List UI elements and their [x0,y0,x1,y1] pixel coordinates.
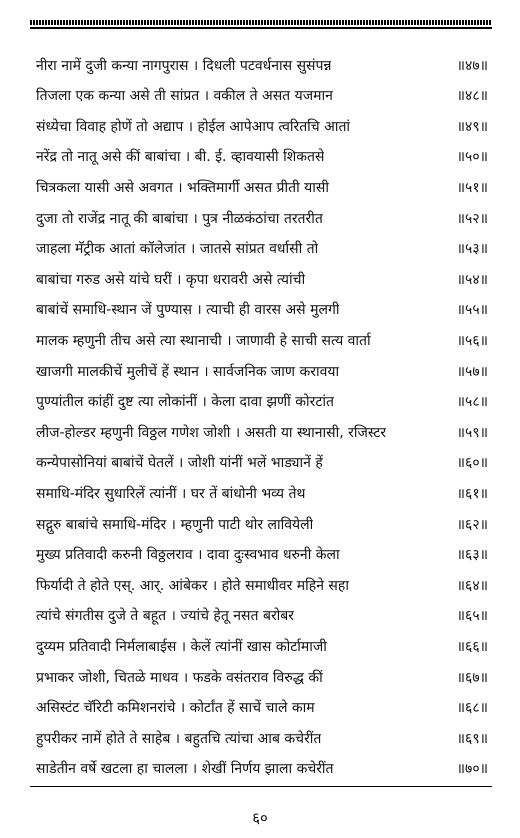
verse-number: ॥६०॥ [456,455,488,472]
verse-number: ॥४८॥ [456,88,488,105]
verse-text: मालक म्हणुनी तीच असे त्या स्थानाची । जाणावी हे साची सत्य वार्ता [36,332,371,349]
verse-text: बाबांचा गरुड असे यांचे घरीं । कृपा धरावरी असे त्यांची [36,271,306,288]
verse-number: ॥६६॥ [456,638,488,655]
verse-text: खाजगी मालकीचें मुलीचें हें स्थान । सार्वजनिक जाण करावया [36,363,340,380]
verse-number: ॥५४॥ [456,271,488,288]
verse-text: संध्येचा विवाह होणें तो अद्याप । होईल आपेआप त्वरितचि आतां [36,118,351,135]
verse-number: ॥५१॥ [456,179,488,196]
page-number: ६० [252,809,268,827]
verse-text: बाबांचें समाधि-स्थान जें पुण्यास । त्याची ही वारस असे मुलगी [36,302,340,319]
verse-number: ॥६७॥ [456,669,488,686]
verse-line [36,754,488,784]
top-rule [30,27,492,29]
verse-line [36,203,488,233]
verse-line [36,234,488,264]
verse-text: नरेंद्र तो नातू असे कीं बाबांचा । बी. ई. व्हावयासी शिकतसे [36,149,325,166]
verse-line [36,264,488,294]
verse-line [36,662,488,692]
verse-number: ॥६९॥ [456,730,488,747]
top-decorative-border [30,20,492,25]
verse-number: ॥७०॥ [456,761,488,778]
verse-number: ॥५५॥ [456,302,488,319]
verse-line [36,172,488,202]
verse-number: ॥६५॥ [456,608,488,625]
verse-text: हुपरीकर नामें होते ते साहेब । बहुतचि त्यांचा आब कचेरींत [36,730,322,747]
verse-line [36,111,488,141]
verse-text: प्रभाकर जोशी, चितळे माधव । फडके वसंतराव विरुद्ध कीं [36,669,323,686]
verse-text: चित्रकला यासी असे अवगत । भक्तिमार्गी असत प्रीती यासी [36,179,329,196]
verse-number: ॥५७॥ [456,363,488,380]
verse-number: ॥४९॥ [456,118,488,135]
verse-number: ॥५३॥ [456,241,488,258]
verse-number: ॥४७॥ [456,57,488,74]
verse-line [36,723,488,753]
verse-number: ॥५९॥ [456,424,488,441]
verse-text: लीज-होल्डर म्हणुनी विठ्ठल गणेश जोशी । असती या स्थानासी, रजिस्टर [36,424,387,441]
verse-text: साडेतीन वर्षे खटला हा चालला । शेखीं निर्णय झाला कचेरींत [36,761,334,778]
verse-text: असिस्टंट चॅरिटी कमिशनरांचे । कोर्टांत हें साचें चाले काम [36,700,315,717]
verse-text: त्यांचे संगतीस दुजे ते बहूत । ज्यांचे हेतू नसत बरोबर [36,608,295,625]
verse-text: फिर्यादी ते होते एस्. आर्. आंबेकर । होते समाधीवर महिने सहा [36,577,349,594]
verse-number: ॥६३॥ [456,547,488,564]
verse-line [36,570,488,600]
verse-text: मुख्य प्रतिवादी करुनी विठ्ठलराव । दावा दुःस्वभाव धरुनी केला [36,547,340,564]
verse-line [36,325,488,355]
verse-line [36,448,488,478]
verse-number: ॥५०॥ [456,149,488,166]
verse-text: कन्येपासोनियां बाबांचें घेतलें । जोशी यांनीं भलें भाड्यानें हें [36,455,323,472]
verse-line [36,387,488,417]
verse-text: नीरा नामें दुजी कन्या नागपुरास । दिधली पटवर्धनास सुसंपन्न [36,57,332,74]
verse-line [36,631,488,661]
verse-text: जाहला मॅट्रीक आतां कॉलेजांत । जातसे सांप्रत वर्धासी तो [36,241,319,258]
verse-number: ॥६१॥ [456,485,488,502]
verse-line [36,540,488,570]
verse-number: ॥६२॥ [456,516,488,533]
verse-text: दुजा तो राजेंद्र नातू की बाबांचा । पुत्र नीळकंठांचा तरतरीत [36,210,323,227]
verse-line [36,50,488,80]
verse-line [36,295,488,325]
verse-number: ॥६४॥ [456,577,488,594]
verse-line [36,356,488,386]
verse-text: समाधि-मंदिर सुधारिलें त्यांनीं । घर तें बांधोनी भव्य तेथ [36,485,306,502]
verse-number: ॥५८॥ [456,394,488,411]
verse-line [36,509,488,539]
verse-text: तिजला एक कन्या असे ती सांप्रत । वकील ते असत यजमान [36,88,333,105]
verse-line [36,693,488,723]
verse-text: पुण्यांतील कांहीं दुष्ट त्या लोकांनीं । केला दावा झणीं कोरटांत [36,394,334,411]
verse-line [36,478,488,508]
verse-line [36,601,488,631]
verse-number: ॥५६॥ [456,332,488,349]
verse-text: दुय्यम प्रतिवादी निर्मलाबाईस । केलें त्यांनीं खास कोर्टामाजी [36,638,327,655]
verse-text: सद्गुरु बाबांचे समाधि-मंदिर । म्हणुनी पाटी थोर लावियेली [36,516,314,533]
bottom-rule [30,786,492,787]
verse-line [36,417,488,447]
verse-number: ॥६८॥ [456,700,488,717]
verse-line [36,81,488,111]
verse-line [36,142,488,172]
verse-number: ॥५२॥ [456,210,488,227]
